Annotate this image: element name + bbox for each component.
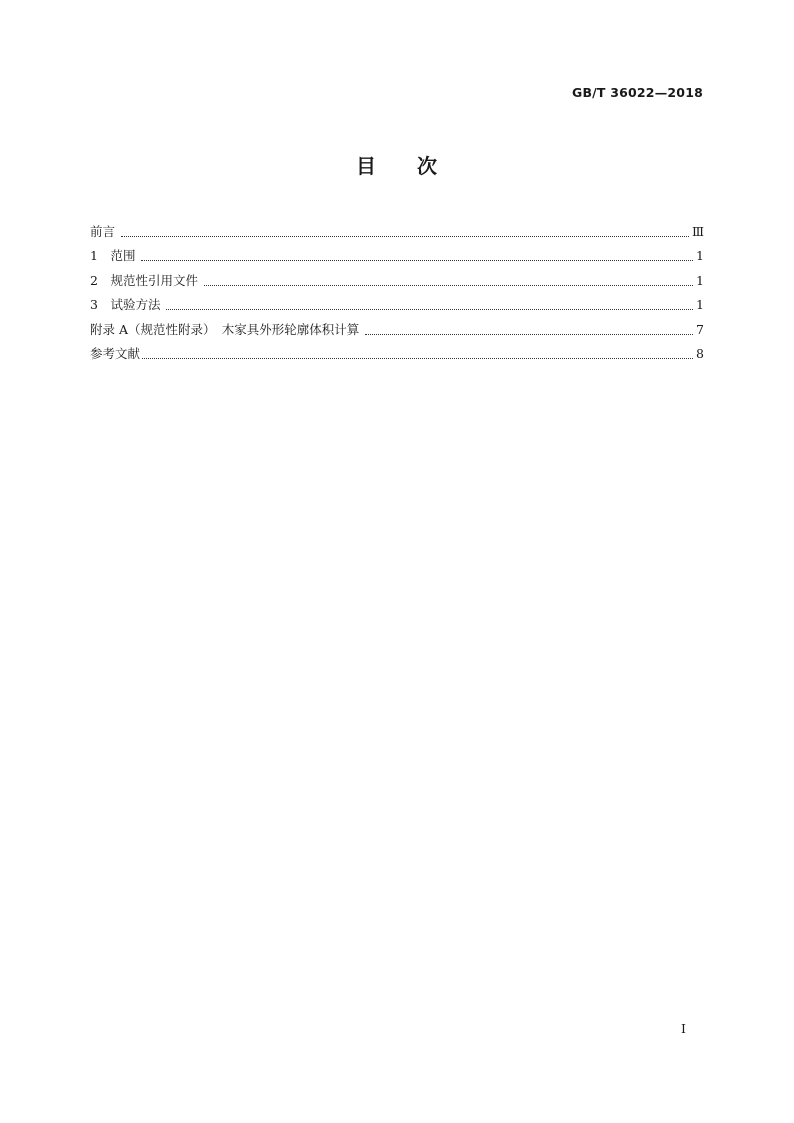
toc-entry-label: 2 规范性引用文件: [90, 272, 198, 288]
toc-leader-dots: [121, 235, 689, 237]
toc-leader-dots: [141, 259, 693, 261]
toc-entry-scope[interactable]: [90, 241, 704, 266]
page-title-char-2: 次: [417, 154, 438, 178]
toc-entry-annex-a[interactable]: [90, 314, 704, 339]
toc-entry-label: 1 范围: [90, 248, 136, 263]
table-of-contents: [90, 216, 704, 363]
toc-entry-normative-references[interactable]: [90, 265, 704, 290]
toc-entry-page: 1: [696, 297, 704, 312]
toc-entry-label: 前言: [90, 223, 116, 239]
toc-leader-dots: [204, 284, 693, 286]
toc-entry-foreword[interactable]: [90, 216, 704, 241]
toc-entry-label: 3 试验方法: [90, 297, 161, 312]
toc-entry-page: 1: [696, 272, 704, 288]
toc-leader-dots: [365, 333, 693, 335]
standard-number: GB/T 36022—2018: [571, 85, 703, 100]
toc-entry-page: Ⅲ: [691, 223, 704, 239]
toc-leader-dots: [142, 357, 693, 359]
toc-entry-page: 8: [696, 346, 704, 361]
page-title-char-1: 目: [356, 154, 377, 178]
toc-entry-bibliography[interactable]: [90, 339, 704, 364]
page-title: [0, 150, 794, 179]
toc-entry-test-methods[interactable]: [90, 290, 704, 315]
toc-entry-page: 7: [696, 321, 704, 337]
toc-entry-label: 附录 A（规范性附录） 木家具外形轮廓体积计算: [90, 321, 360, 337]
toc-entry-label: 参考文献: [90, 346, 141, 361]
toc-entry-page: 1: [696, 248, 704, 263]
page-number: Ⅰ: [681, 1021, 686, 1036]
toc-leader-dots: [166, 308, 693, 310]
